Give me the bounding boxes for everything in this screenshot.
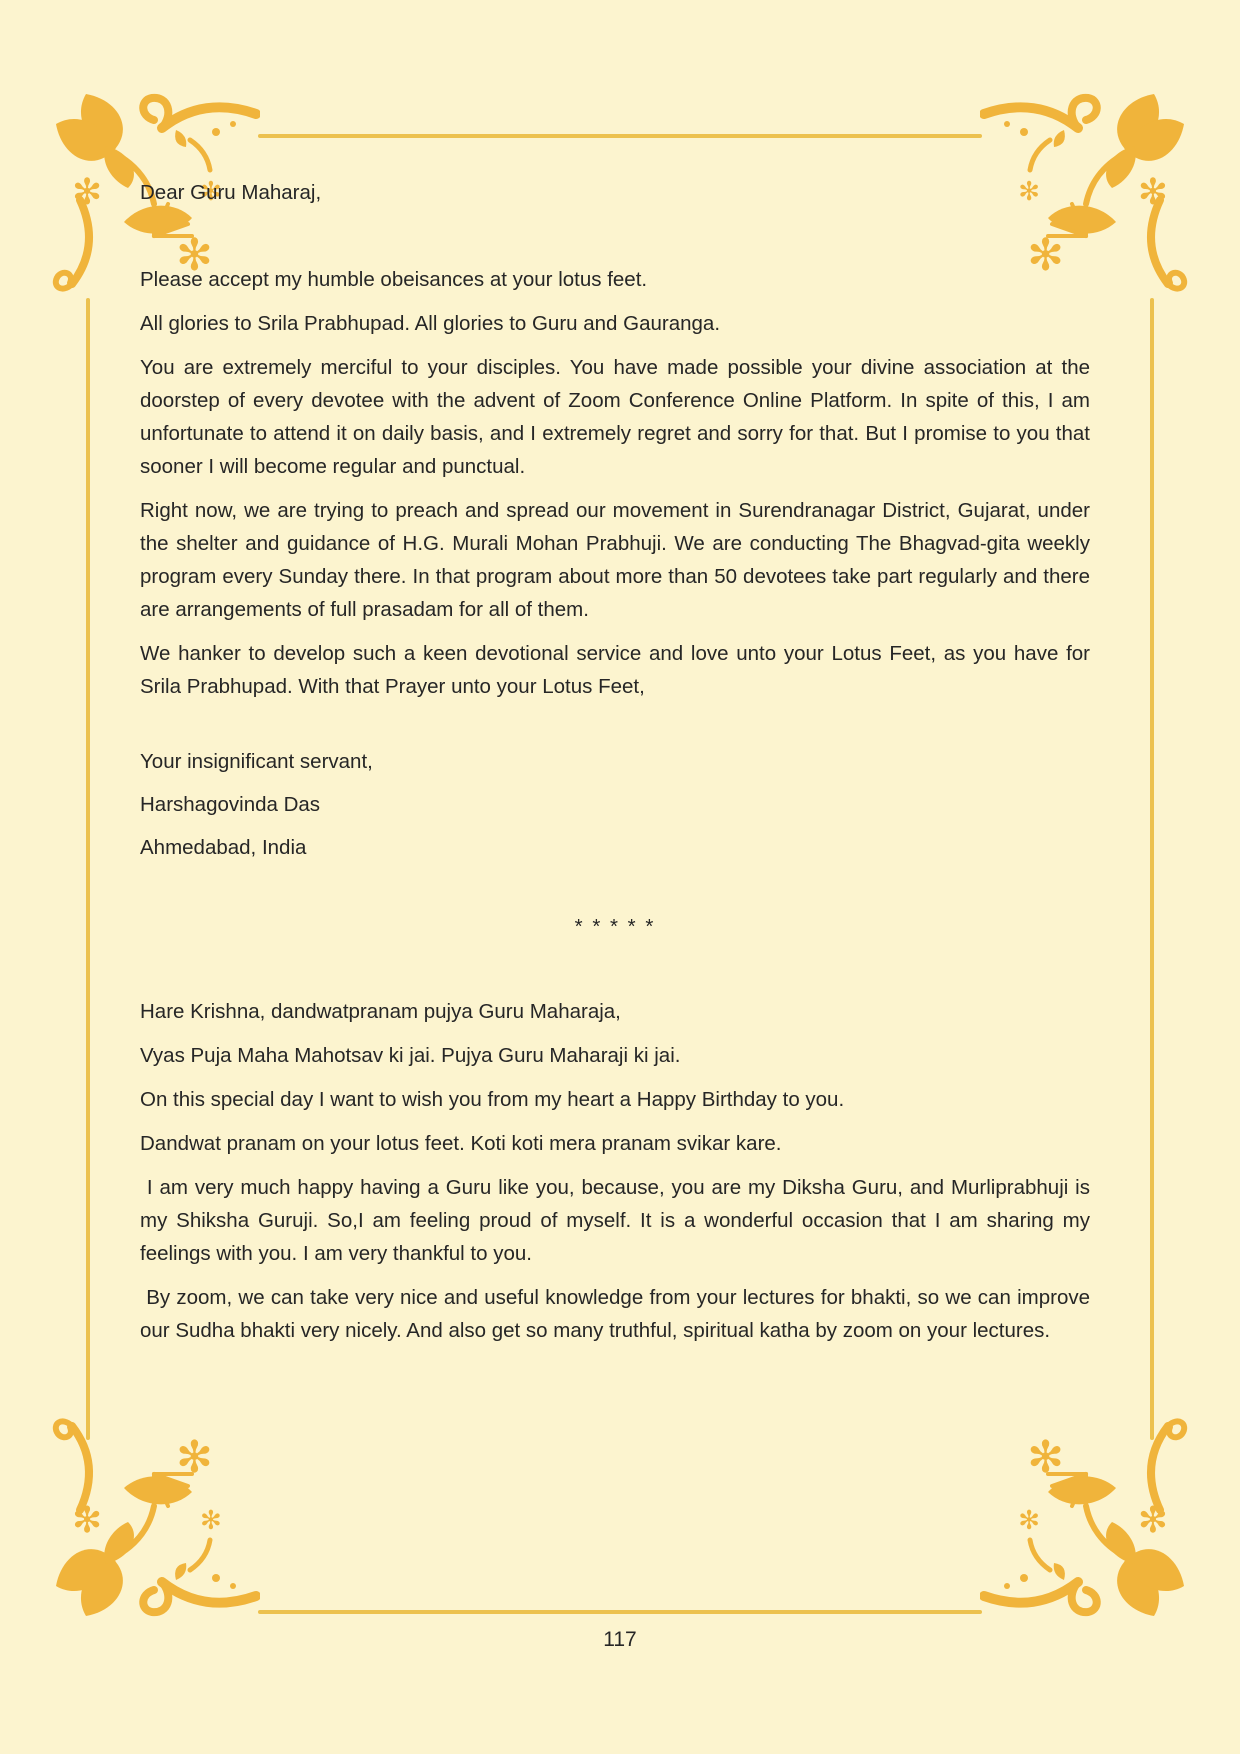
border-line-left — [86, 298, 90, 1440]
letter-paragraph: On this special day I want to wish you from my heart a Happy Birthday to you. — [140, 1088, 845, 1111]
border-line-top — [258, 134, 982, 138]
letter-paragraph: Dandwat pranam on your lotus feet. Koti koti mera pranam svikar kare. — [140, 1132, 782, 1155]
signoff-place: Ahmedabad, India — [140, 836, 307, 859]
letter-paragraph: Right now, we are trying to preach and spread our movement in Surendranagar District, Gujarat, under the shelter and guidance of H.G. Murali Mohan Prabhuji. We are conducting The Bhagvad-gita weekly program every Sunday there. In that program about more than 50 devotees take part regularly and there are arrangements of full prasadam for all of them. — [140, 499, 1090, 621]
page-number: 117 — [603, 1628, 637, 1651]
letter-paragraph: Hare Krishna, dandwatpranam pujya Guru Maharaja, — [140, 1000, 621, 1023]
letter-paragraph: All glories to Srila Prabhupad. All glories to Guru and Gauranga. — [140, 312, 721, 335]
signoff-line: Your insignificant servant, — [140, 750, 373, 773]
signoff-name: Harshagovinda Das — [140, 793, 321, 816]
letter-paragraph: Vyas Puja Maha Mahotsav ki jai. Pujya Guru Maharaji ki jai. — [140, 1044, 681, 1067]
letter-paragraph: We hanker to develop such a keen devotional service and love unto your Lotus Feet, as you have for Srila Prabhupad. With that Prayer unto your Lotus Feet, — [140, 642, 1090, 698]
letter-paragraph: You are extremely merciful to your disciples. You have made possible your divine association at the doorstep of every devotee with the advent of Zoom Conference Online Platform. In spite of this, I am unfortunate to attend it on daily basis, and I extremely regret and sorry for that. But I promise to you that sooner I will become regular and punctual. — [140, 356, 1090, 478]
corner-flourish-icon — [50, 1412, 260, 1622]
letter-content — [140, 176, 1096, 1358]
border-line-bottom — [258, 1610, 982, 1614]
letter-paragraph: By zoom, we can take very nice and useful knowledge from your lectures for bhakti, so we can improve our Sudha bhakti very nicely. And also get so many truthful, spiritual katha by zoom on your lectures. — [140, 1286, 1096, 1342]
letter-salutation: Dear Guru Maharaj, — [140, 181, 322, 204]
corner-flourish-icon — [980, 1412, 1190, 1622]
letter-paragraph: I am very much happy having a Guru like you, because, you are my Diksha Guru, and Murliprabhuji is my Shiksha Guruji. So,I am feeling proud of myself. It is a wonderful occasion that I am sharing my feelings with you. I am very thankful to you. — [140, 1176, 1096, 1265]
letter-signoff — [140, 745, 1090, 864]
letter-paragraph: Please accept my humble obeisances at your lotus feet. — [140, 268, 648, 291]
border-line-right — [1150, 298, 1154, 1440]
section-separator: * * * * * — [574, 915, 656, 938]
